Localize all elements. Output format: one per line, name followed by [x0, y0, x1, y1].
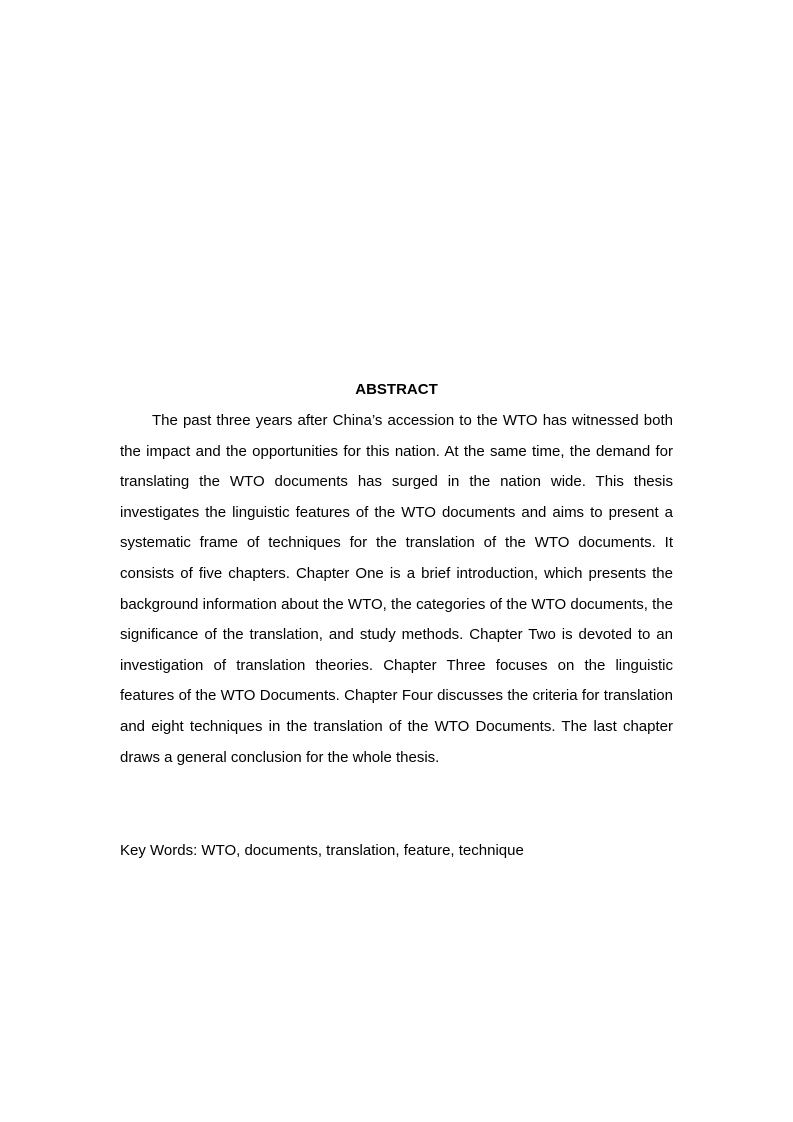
- keywords-line: Key Words: WTO, documents, translation, feature, technique: [120, 842, 524, 859]
- abstract-heading: ABSTRACT: [355, 381, 438, 398]
- abstract-paragraph: The past three years after China’s accession to the WTO has witnessed both the impact and the opportunities for this nation. At the same time, the demand for translating the WTO documents has surged in the nation wide. This thesis investigates the linguistic features of the WTO documents and aims to present a systematic frame of techniques for the translation of the WTO documents. It consists of five chapters. Chapter One is a brief introduction, which presents the background information about the WTO, the categories of the WTO documents, the significance of the translation, and study methods. Chapter Two is devoted to an investigation of translation theories. Chapter Three focuses on the linguistic features of the WTO Documents. Chapter Four discusses the criteria for translation and eight techniques in the translation of the WTO Documents. The last chapter draws a general conclusion for the whole thesis.: [120, 412, 673, 766]
